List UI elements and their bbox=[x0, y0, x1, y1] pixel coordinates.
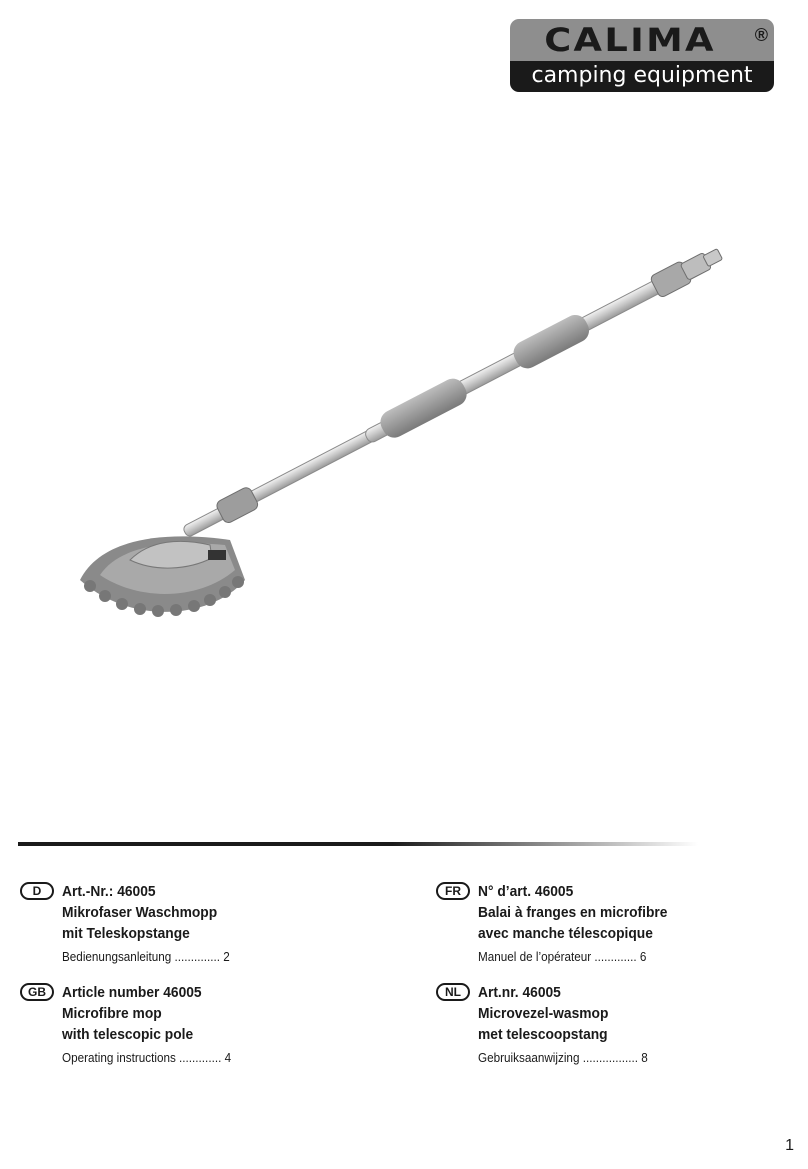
product-title-line1: Microvezel-wasmop bbox=[478, 1005, 609, 1022]
manual-reference: Gebruiksaanwijzing ................. 8 bbox=[478, 1050, 648, 1065]
calima-logo bbox=[510, 19, 774, 92]
section-divider bbox=[18, 842, 698, 846]
language-badge-fr: FR bbox=[436, 882, 470, 900]
telescopic-mop-image bbox=[60, 240, 760, 640]
manual-reference: Bedienungsanleitung .............. 2 bbox=[62, 949, 230, 964]
product-title-line1: Mikrofaser Waschmopp bbox=[62, 904, 218, 921]
article-number: Art.-Nr.: 46005 bbox=[62, 883, 156, 900]
registered-mark: ® bbox=[754, 25, 768, 45]
page-number: 1 bbox=[785, 1137, 794, 1154]
logo-brand-text: CALIMA bbox=[544, 21, 716, 59]
logo-top-panel bbox=[510, 19, 774, 61]
mop-head bbox=[80, 536, 245, 617]
product-title-line1: Balai à franges en microfibre bbox=[478, 904, 668, 921]
language-badge-nl: NL bbox=[436, 983, 470, 1001]
article-number: Art.nr. 46005 bbox=[478, 984, 561, 1001]
article-number: Article number 46005 bbox=[62, 984, 202, 1001]
manual-reference: Operating instructions ............. 4 bbox=[62, 1050, 232, 1065]
logo-tagline: camping equipment bbox=[531, 63, 753, 88]
product-title-line1: Microfibre mop bbox=[62, 1005, 162, 1022]
entry-nl-text bbox=[478, 982, 667, 1068]
manual-reference: Manuel de l’opérateur ............. 6 bbox=[478, 949, 647, 964]
product-title-line2: mit Teleskopstange bbox=[62, 925, 190, 942]
logo-bottom-panel bbox=[510, 61, 774, 92]
entry-gb-text bbox=[62, 982, 250, 1068]
product-title-line2: with telescopic pole bbox=[62, 1026, 194, 1043]
entry-de-text bbox=[62, 881, 248, 967]
language-badge-gb: GB bbox=[20, 983, 54, 1001]
product-title-line2: avec manche télescopique bbox=[478, 925, 653, 942]
product-title-line2: met telescoopstang bbox=[478, 1026, 608, 1043]
language-badge-de: D bbox=[20, 882, 54, 900]
article-number: N° d’art. 46005 bbox=[478, 883, 574, 900]
entry-fr-text bbox=[478, 881, 684, 967]
